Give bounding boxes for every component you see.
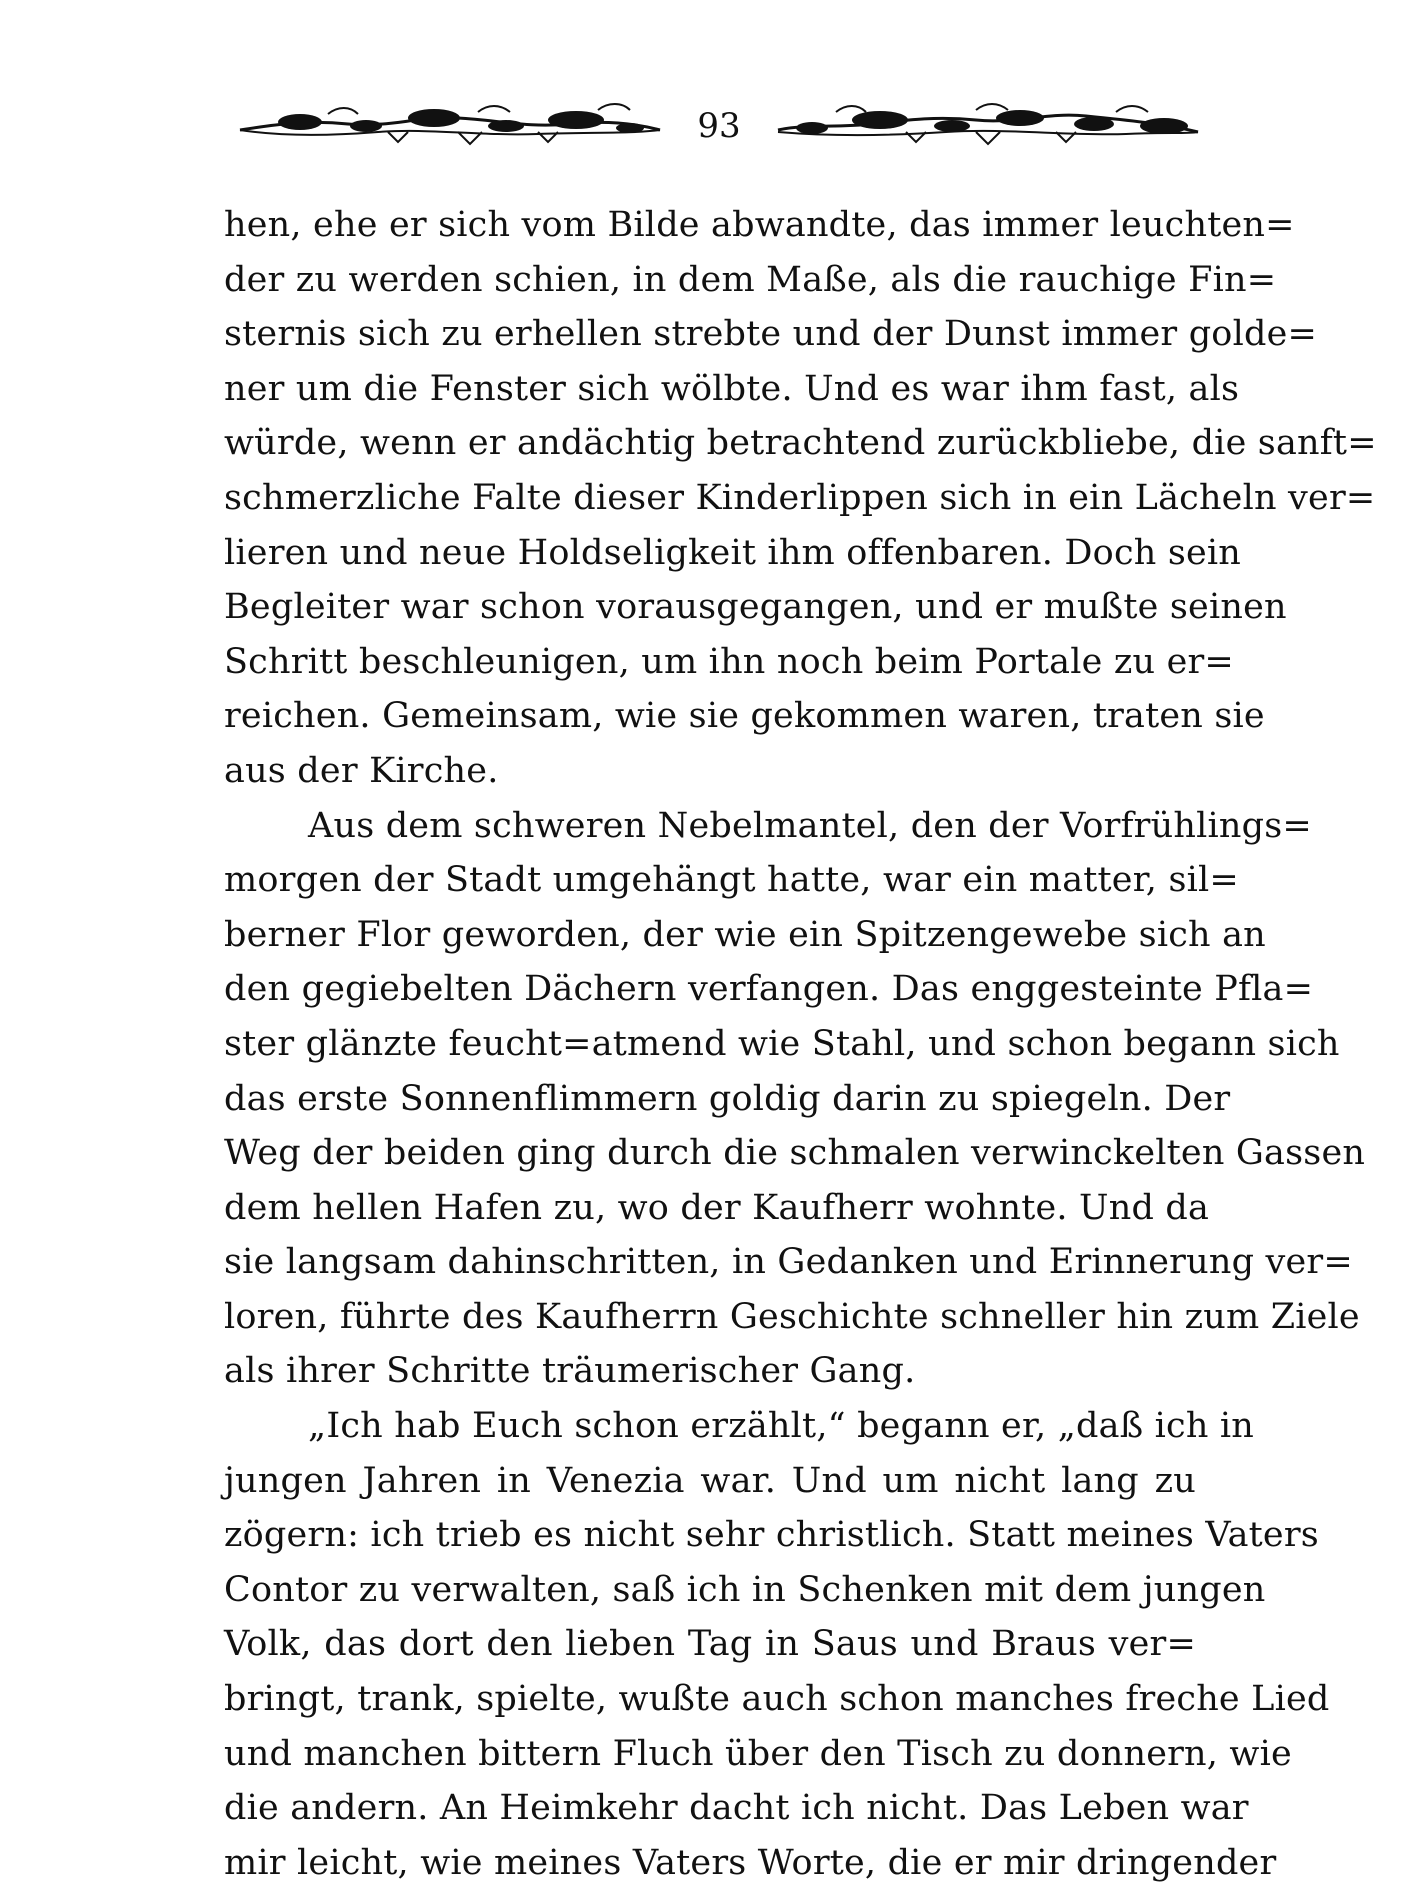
text-line: Begleiter war schon vorausgegangen, und er mußte seinen [224,587,1287,628]
text-line: aus der Kirche. [224,750,499,791]
text-line: den gegiebelten Dächern verfangen. Das enggesteinte Pfla= [224,969,1314,1010]
page-header [238,92,1200,162]
text-line: ner um die Fenster sich wölbte. Und es war ihm fast, als [224,368,1240,409]
text-line: Schritt beschleunigen, um ihn noch beim Portale zu er= [224,641,1234,682]
text-line: Volk, das dort den lieben Tag in Saus und Braus ver= [224,1624,1196,1665]
text-line: loren, führte des Kaufherrn Geschichte schneller hin zum Ziele [224,1296,1360,1337]
floral-ornament-icon [776,102,1200,146]
text-line: mir leicht, wie meines Vaters Worte, die er mir dringender [224,1842,1277,1883]
text-line: reichen. Gemeinsam, wie sie gekommen waren, traten sie [224,696,1265,737]
text-line: Contor zu verwalten, saß ich in Schenken mit dem jungen [224,1569,1266,1610]
text-line: morgen der Stadt umgehängt hatte, war ein matter, sil= [224,860,1239,901]
text-line: die andern. An Heimkehr dacht ich nicht. Das Leben war [224,1788,1249,1829]
text-line: lieren und neue Holdseligkeit ihm offenbaren. Doch sein [224,532,1242,573]
floral-ornament-icon [238,102,662,146]
text-line: Weg der beiden ging durch die schmalen verwinckelten Gassen [224,1133,1366,1174]
text-line: würde, wenn er andächtig betrachtend zurückbliebe, die sanft= [224,423,1377,464]
text-line: der zu werden schien, in dem Maße, als die rauchige Fin= [224,259,1277,300]
text-line: schmerzliche Falte dieser Kinderlippen sich in ein Lächeln ver= [224,477,1376,518]
text-line: dem hellen Hafen zu, wo der Kaufherr wohnte. Und da [224,1187,1210,1228]
body-text [224,198,1377,1890]
text-line: sternis sich zu erhellen strebte und der Dunst immer golde= [224,314,1318,355]
text-line: als ihrer Schritte träumerischer Gang. [224,1351,916,1392]
text-line: Aus dem schweren Nebelmantel, den der Vorfrühlings= [308,805,1312,846]
text-line: bringt, trank, spielte, wußte auch schon manches freche Lied [224,1679,1330,1720]
text-line: zögern: ich trieb es nicht sehr christlich. Statt meines Vaters [224,1515,1319,1556]
text-line: das erste Sonnenflimmern goldig darin zu spiegeln. Der [224,1078,1231,1119]
text-line: jungen Jahren in Venezia war. Und um nicht lang zu [224,1460,1196,1501]
text-line: ster glänzte feucht=atmend wie Stahl, und schon begann sich [224,1023,1340,1064]
page-number: 93 [697,106,741,146]
text-line: berner Flor geworden, der wie ein Spitzengewebe sich an [224,914,1266,955]
text-line: hen, ehe er sich vom Bilde abwandte, das immer leuchten= [224,205,1295,245]
text-line: sie langsam dahinschritten, in Gedanken und Erinnerung ver= [224,1242,1353,1283]
text-line: und manchen bittern Fluch über den Tisch zu donnern, wie [224,1733,1292,1774]
text-line: „Ich hab Euch schon erzählt,“ begann er, „daß ich in [308,1406,1255,1447]
